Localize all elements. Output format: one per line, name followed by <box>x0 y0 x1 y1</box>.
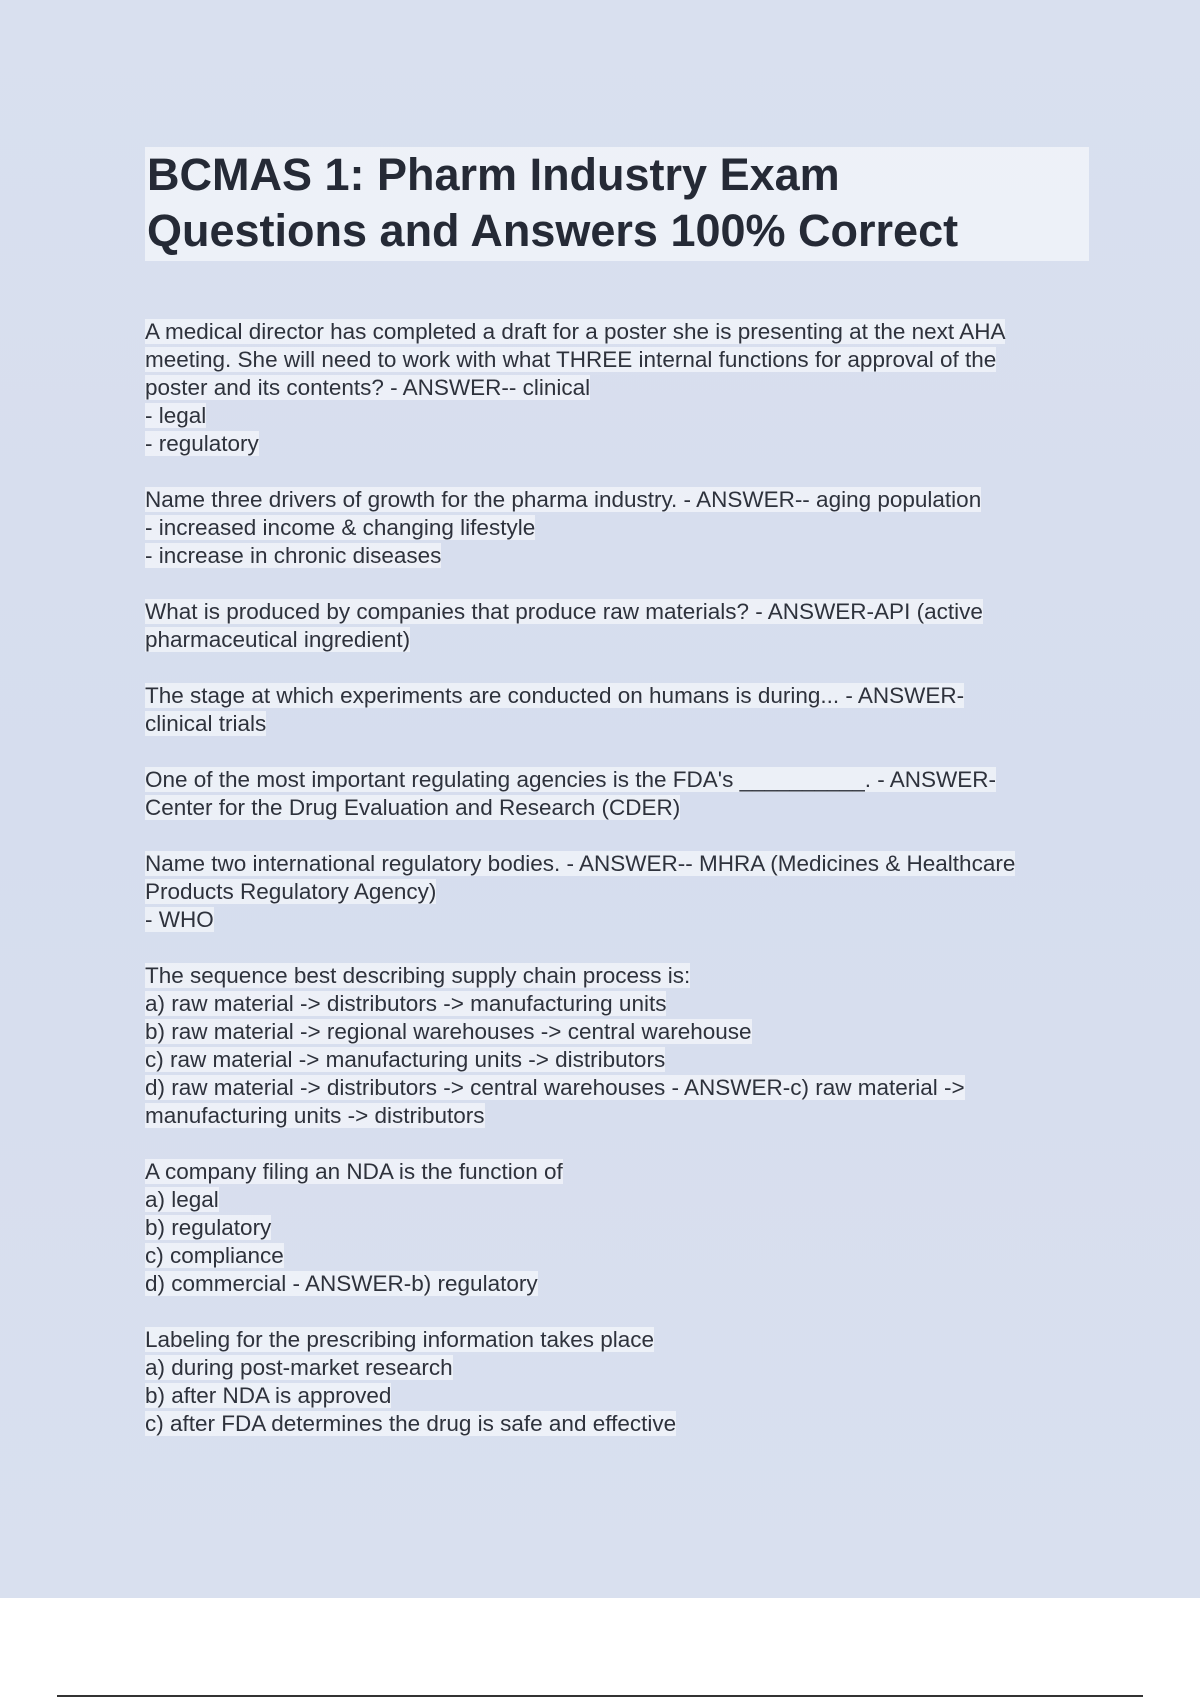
question-line-row <box>145 598 1090 626</box>
question-line-row <box>145 1074 1090 1102</box>
question-line-row <box>145 962 1090 990</box>
question-line-row <box>145 374 1090 402</box>
question-line: Name two international regulatory bodies. - ANSWER-- MHRA (Medicines & Healthcare <box>145 851 1016 876</box>
question-line-row <box>145 346 1090 374</box>
question-line-row <box>145 626 1090 654</box>
question-line-row <box>145 1018 1090 1046</box>
question-line: a) during post-market research <box>145 1355 453 1380</box>
question-line-row <box>145 1382 1090 1410</box>
question-line: The stage at which experiments are conducted on humans is during... - ANSWER- <box>145 683 965 708</box>
question-line: d) commercial - ANSWER-b) regulatory <box>145 1271 538 1296</box>
question-line: A medical director has completed a draft for a poster she is presenting at the next AHA <box>145 319 1006 344</box>
question-line: a) legal <box>145 1187 219 1212</box>
question-line: b) after NDA is approved <box>145 1383 392 1408</box>
question-block <box>145 1326 1090 1438</box>
question-line: One of the most important regulating agencies is the FDA's __________. - ANSWER- <box>145 767 996 792</box>
question-line-row <box>145 794 1090 822</box>
question-line: c) compliance <box>145 1243 284 1268</box>
question-line: - increased income & changing lifestyle <box>145 515 536 540</box>
question-line-row <box>145 430 1090 458</box>
question-block <box>145 850 1090 934</box>
question-line-row <box>145 514 1090 542</box>
question-block <box>145 318 1090 458</box>
question-line: - WHO <box>145 907 214 932</box>
title-line-2: Questions and Answers 100% Correct <box>147 205 959 256</box>
question-line: manufacturing units -> distributors <box>145 1103 485 1128</box>
question-line: - increase in chronic diseases <box>145 543 442 568</box>
question-line-row <box>145 1046 1090 1074</box>
question-line-row <box>145 1158 1090 1186</box>
question-block <box>145 682 1090 738</box>
question-line: The sequence best describing supply chain process is: <box>145 963 691 988</box>
question-line: - legal <box>145 403 207 428</box>
question-line: meeting. She will need to work with what THREE internal functions for approval of the <box>145 347 997 372</box>
question-list <box>145 318 1090 1438</box>
question-line-row <box>145 906 1090 934</box>
question-line: Center for the Drug Evaluation and Research (CDER) <box>145 795 681 820</box>
question-line: b) regulatory <box>145 1215 272 1240</box>
question-line-row <box>145 990 1090 1018</box>
document-body <box>145 147 1090 1466</box>
question-line-row <box>145 1214 1090 1242</box>
question-line-row <box>145 542 1090 570</box>
question-line: Products Regulatory Agency) <box>145 879 437 904</box>
question-line-row <box>145 402 1090 430</box>
question-line-row <box>145 1326 1090 1354</box>
question-line: Labeling for the prescribing information takes place <box>145 1327 655 1352</box>
question-line-row <box>145 766 1090 794</box>
question-line: A company filing an NDA is the function of <box>145 1159 563 1184</box>
question-block <box>145 962 1090 1130</box>
question-line: c) after FDA determines the drug is safe and effective <box>145 1411 677 1436</box>
question-line: c) raw material -> manufacturing units -> distributors <box>145 1047 666 1072</box>
question-line-row <box>145 1242 1090 1270</box>
question-block <box>145 766 1090 822</box>
question-line-row <box>145 1270 1090 1298</box>
question-line: b) raw material -> regional warehouses -> central warehouse <box>145 1019 752 1044</box>
question-line-row <box>145 850 1090 878</box>
question-line-row <box>145 1410 1090 1438</box>
question-line: d) raw material -> distributors -> central warehouses - ANSWER-c) raw material -> <box>145 1075 965 1100</box>
question-line: - regulatory <box>145 431 259 456</box>
question-line-row <box>145 1186 1090 1214</box>
title-line-1: BCMAS 1: Pharm Industry Exam <box>147 149 840 200</box>
question-line: pharmaceutical ingredient) <box>145 627 411 652</box>
question-line-row <box>145 710 1090 738</box>
question-line-row <box>145 1354 1090 1382</box>
question-line: poster and its contents? - ANSWER-- clinical <box>145 375 591 400</box>
question-block <box>145 598 1090 654</box>
document-title <box>145 147 1089 261</box>
question-line-row <box>145 1102 1090 1130</box>
question-line: clinical trials <box>145 711 267 736</box>
question-line-row <box>145 318 1090 346</box>
question-block <box>145 1158 1090 1298</box>
question-line-row <box>145 486 1090 514</box>
question-line: Name three drivers of growth for the pharma industry. - ANSWER-- aging population <box>145 487 982 512</box>
question-line-row <box>145 878 1090 906</box>
question-line: What is produced by companies that produce raw materials? - ANSWER-API (active <box>145 599 983 624</box>
question-line-row <box>145 682 1090 710</box>
question-line: a) raw material -> distributors -> manufacturing units <box>145 991 667 1016</box>
footer-divider <box>57 1695 1143 1697</box>
question-block <box>145 486 1090 570</box>
